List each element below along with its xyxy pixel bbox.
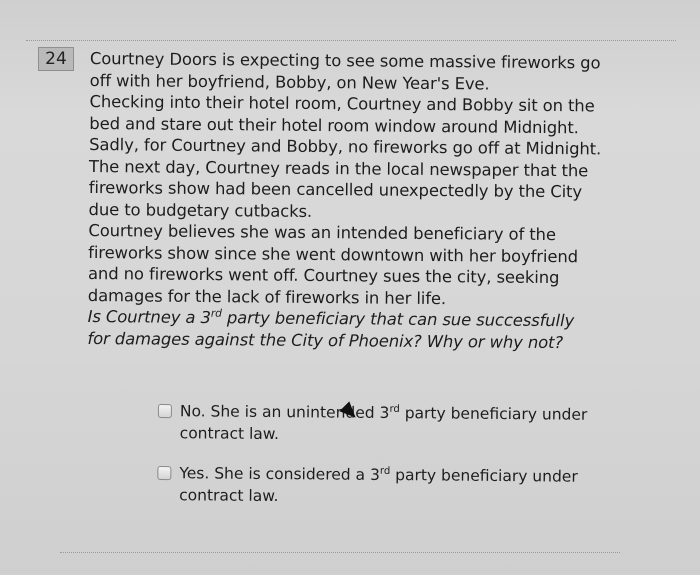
option-sup: rd (389, 403, 400, 415)
question-text (87, 48, 650, 354)
question-line: and no fireworks went off. Courtney sues the city, seeking (87, 263, 560, 288)
answer-option-no[interactable] (158, 400, 628, 448)
question-line: Courtney Doors is expecting to see some massive fireworks go (89, 48, 601, 73)
option-prefix: No. She is an unintended 3 (179, 402, 390, 423)
answer-options (157, 400, 628, 528)
option-sup: rd (379, 465, 391, 477)
top-divider (26, 40, 676, 41)
question-line: The next day, Courtney reads in the local newspaper that the (88, 156, 589, 180)
question-prompt-suffix: party beneficiary that can sue successfully (221, 308, 575, 331)
question-line: Sadly, for Courtney and Bobby, no fireworks go off at Midnight. (89, 134, 602, 159)
question-line: damages for the lack of fireworks in her life. (87, 285, 447, 308)
question-line: Checking into their hotel room, Courtney and Bobby sit on the (89, 91, 595, 116)
answer-option-label[interactable] (180, 400, 600, 448)
option-line2: contract law. (179, 424, 280, 444)
option-line2: contract law. (179, 486, 279, 506)
option-suffix: party beneficiary under (390, 466, 578, 486)
question-number: 24 (38, 47, 74, 71)
bottom-divider (60, 552, 620, 553)
question-prompt-prefix: Is Courtney a 3 (87, 306, 211, 328)
question-prompt-line2: for damages against the City of Phoenix? Why or why not? (87, 328, 564, 352)
option-prefix: Yes. She is considered a 3 (179, 464, 380, 484)
question-line: Courtney believes she was an intended beneficiary of the (88, 220, 556, 245)
answer-option-yes[interactable] (157, 462, 627, 510)
question-line: due to budgetary cutbacks. (88, 199, 313, 221)
question-prompt-sup: rd (210, 306, 222, 320)
option-suffix: party beneficiary under (399, 404, 588, 424)
question-line: fireworks show had been cancelled unexpectedly by the City (88, 177, 583, 202)
question-line: off with her boyfriend, Bobby, on New Year's Eve. (89, 70, 490, 93)
question-line: fireworks show since she went downtown with her boyfriend (88, 242, 579, 266)
radio-button-yes[interactable] (157, 466, 171, 480)
radio-button-no[interactable] (158, 404, 172, 418)
answer-option-label[interactable] (179, 462, 599, 510)
question-line: bed and stare out their hotel room window around Midnight. (89, 113, 579, 137)
